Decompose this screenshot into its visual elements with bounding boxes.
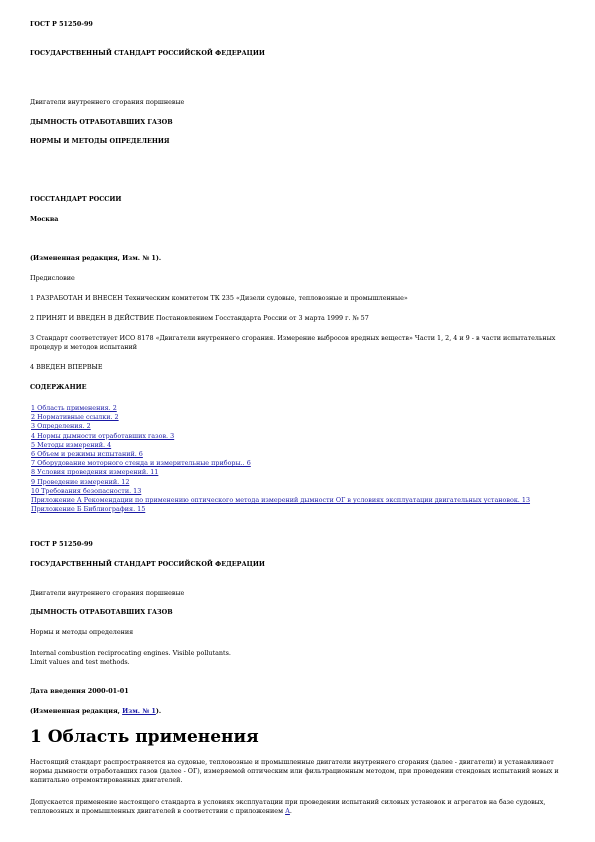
doc-code: ГОСТ Р 51250-99 [30,20,93,28]
doc-subtitle: НОРМЫ И МЕТОДЫ ОПРЕДЕЛЕНИЯ [30,137,170,145]
toc-link[interactable]: 10 Требования безопасности. 13 [31,486,142,495]
toc-link[interactable]: 7 Оборудование моторного стенда и измерительные приборы.. 6 [31,459,251,468]
standard-title: ГОСУДАРСТВЕННЫЙ СТАНДАРТ РОССИЙСКОЙ ФЕДЕРАЦИИ [30,49,265,57]
preface-item-2: 2 ПРИНЯТ И ВВЕДЕН В ДЕЙСТВИЕ Постановлением Госстандарта России от 3 марта 1999 г. № 57 [30,314,369,322]
toc-link[interactable]: 6 Объем и режимы испытаний. 6 [31,450,143,459]
effective-date: Дата введения 2000-01-01 [30,687,129,695]
toc-link[interactable]: 8 Условия проведения измерений. 11 [31,468,159,477]
preface-item-1: 1 РАЗРАБОТАН И ВНЕСЕН Техническим комитетом ТК 235 «Дизели судовые, тепловозные и промышленные» [30,294,408,302]
edition-note-2 [30,707,570,716]
doc-code-2: ГОСТ Р 51250-99 [30,540,93,548]
table-of-contents [31,404,561,514]
preface-heading: Предисловие [30,274,75,282]
standard-title-2: ГОСУДАРСТВЕННЫЙ СТАНДАРТ РОССИЙСКОЙ ФЕДЕРАЦИИ [30,560,265,568]
edition-note: (Измененная редакция, Изм. № 1). [30,254,162,262]
contents-heading: СОДЕРЖАНИЕ [30,383,87,391]
toc-link[interactable]: 4 Нормы дымности отработавших газов. 3 [31,431,175,440]
paragraph-text: Допускается применение настоящего стандарта в условиях эксплуатации при проведении испытаний силовых установок и агрегатов на базе судовых, тепловозных и промышленных двигателей в соответствии с приложением [30,798,546,815]
edition-prefix: (Измененная редакция, [30,707,123,715]
preface-item-3: 3 Стандарт соответствует ИСО 8178 «Двигатели внутреннего сгорания. Измерение выбросов вредных веществ» Части 1, 2, 4 и 9 - в части испытательных процедур и методов испытаний [30,334,556,351]
toc-link[interactable]: 3 Определения. 2 [31,422,91,431]
section-paragraph-2 [30,798,570,816]
section-paragraph-1: Настоящий стандарт распространяется на судовые, тепловозные и промышленные двигатели внутреннего сгорания (далее - двигатели) и устанавливает нормы дымности отработавших газов (далее - ОГ), измеряемой оптическим или фильтрационным методом, при проведении стендовых испытаний новых и капитально отремонтированных двигателей. [30,758,559,784]
preface-item-4: 4 ВВЕДЕН ВПЕРВЫЕ [30,363,103,371]
doc-subject-2: Двигатели внутреннего сгорания поршневые [30,589,185,597]
toc-link[interactable]: Приложение А Рекомендации по применению оптического метода измерений дымности ОГ в условиях эксплуатации двигательных установок. 13 [31,496,531,505]
english-title-line-2: Limit values and test methods. [30,658,130,666]
english-title-line-1: Internal combustion reciprocating engines. Visible pollutants. [30,649,231,657]
toc-link[interactable]: 2 Нормативные ссылки. 2 [31,413,119,422]
toc-link[interactable]: 5 Методы измерений. 4 [31,440,112,449]
toc-link[interactable]: 9 Проведение измерений. 12 [31,477,130,486]
doc-subtitle-2: Нормы и методы определения [30,628,134,636]
publisher: ГОССТАНДАРТ РОССИИ [30,195,122,203]
doc-subject: Двигатели внутреннего сгорания поршневые [30,98,185,106]
amendment-link[interactable]: Изм. № 1 [122,707,156,715]
toc-link[interactable]: Приложение Б Библиография. 15 [31,504,146,513]
section-heading: 1 Область применения [30,727,259,747]
toc-link[interactable]: 1 Область применения. 2 [31,404,117,412]
doc-title-2: ДЫМНОСТЬ ОТРАБОТАВШИХ ГАЗОВ [30,608,173,616]
appendix-a-link[interactable]: А [285,807,290,815]
doc-title: ДЫМНОСТЬ ОТРАБОТАВШИХ ГАЗОВ [30,118,173,126]
edition-suffix: ). [155,707,162,715]
city: Москва [30,215,59,223]
paragraph-end: . [289,807,292,815]
